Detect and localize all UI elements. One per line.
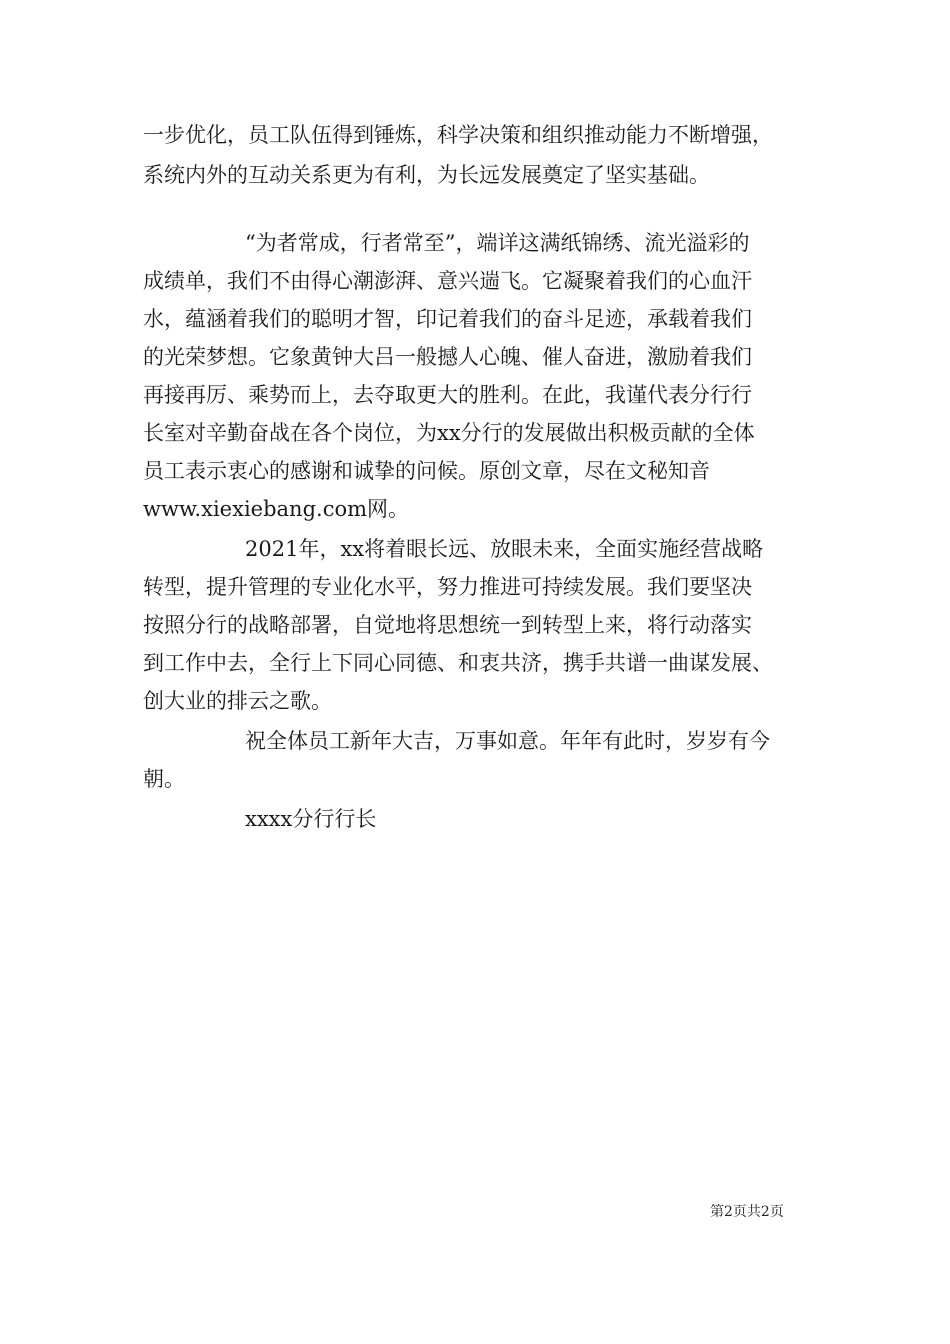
- body-line-6: 的光荣梦想。它象黄钟大吕一般撼人心魄、催人奋进，激励着我们: [143, 345, 752, 369]
- body-line-13: 按照分行的战略部署，自觉地将思想统一到转型上来，将行动落实: [143, 613, 752, 637]
- body-line-16: 祝全体员工新年大吉，万事如意。年年有此时，岁岁有今: [245, 729, 770, 753]
- page-number-footer: 第2页共2页: [710, 1204, 784, 1220]
- signature-line: xxxx分行行长: [245, 807, 377, 831]
- body-line-14: 到工作中去，全行上下同心同德、和衷共济，携手共谱一曲谋发展、: [143, 651, 773, 675]
- body-line-8: 长室对辛勤奋战在各个岗位，为xx分行的发展做出积极贡献的全体: [143, 421, 755, 445]
- body-line-9: 员工表示衷心的感谢和诚挚的问候。原创文章，尽在文秘知音: [143, 459, 710, 483]
- body-line-7: 再接再厉、乘势而上，去夺取更大的胜利。在此，我谨代表分行行: [143, 383, 752, 407]
- body-line-11: 2021年，xx将着眼长远、放眼未来，全面实施经营战略: [245, 537, 764, 561]
- body-line-17: 朝。: [143, 767, 185, 791]
- body-line-1: 一步优化，员工队伍得到锤炼，科学决策和组织推动能力不断增强，: [143, 123, 773, 147]
- body-line-5: 水，蕴涵着我们的聪明才智，印记着我们的奋斗足迹，承载着我们: [143, 307, 752, 331]
- body-line-15: 创大业的排云之歌。: [143, 689, 332, 713]
- body-line-2: 系统内外的互动关系更为有利，为长远发展奠定了坚实基础。: [143, 163, 710, 187]
- body-line-4: 成绩单，我们不由得心潮澎湃、意兴遄飞。它凝聚着我们的心血汗: [143, 269, 752, 293]
- body-line-10: www.xiexiebang.com网。: [143, 497, 410, 521]
- body-line-3: “为者常成，行者常至”，端详这满纸锦绣、流光溢彩的: [245, 231, 750, 255]
- body-line-12: 转型，提升管理的专业化水平，努力推进可持续发展。我们要坚决: [143, 575, 752, 599]
